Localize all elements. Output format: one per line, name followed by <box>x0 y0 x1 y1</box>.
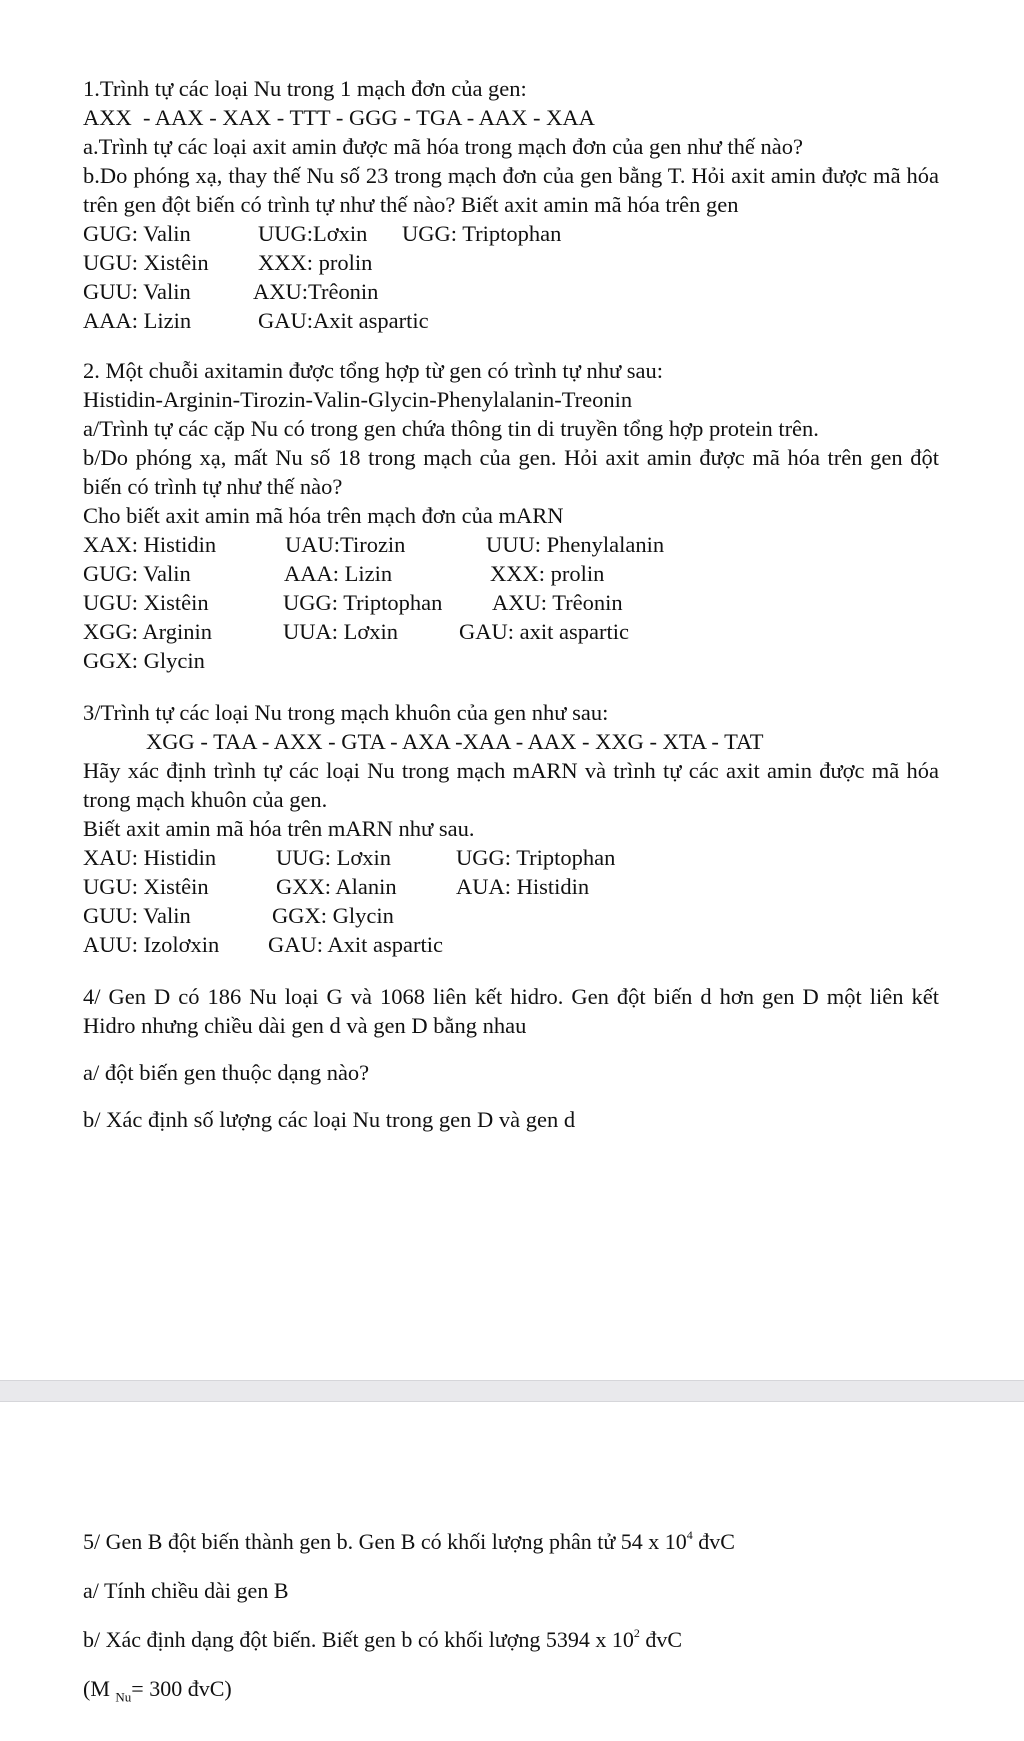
q5-part-b: b/ Xác định dạng đột biến. Biết gen b có khối lượng 5394 x $10^2$ đvC <box>83 1625 683 1652</box>
codon-entry: GUU: Valin <box>83 903 191 928</box>
exercise-sheet <box>83 74 939 1134</box>
q3-task: Hãy xác định trình tự các loại Nu trong mạch mARN và trình tự các axit amin được mã hóa trong mạch khuôn của gen. <box>83 758 939 812</box>
codon-entry: UGU: Xistêin <box>83 590 209 615</box>
q2-codon-row <box>83 646 939 675</box>
q2-part-a: a/Trình tự các cặp Nu có trong gen chứa thông tin di truyền tổng hợp protein trên. <box>83 416 819 441</box>
q1-codon-row <box>83 277 939 306</box>
codon-entry: AAA: Lizin <box>284 561 393 586</box>
codon-entry: AAA: Lizin <box>83 308 192 333</box>
q2-title: 2. Một chuỗi axitamin được tổng hợp từ gen có trình tự như sau: <box>83 358 664 383</box>
q1-codon-row <box>83 306 939 335</box>
q2-codon-row <box>83 588 939 617</box>
q1-part-b: b.Do phóng xạ, thay thế Nu số 23 trong mạch đơn của gen bằng T. Hỏi axit amin được mã hóa trên gen đột biến có trình tự như thế nào? Biết axit amin mã hóa trên gen <box>83 163 939 217</box>
codon-entry: UUU: Phenylalanin <box>486 532 665 557</box>
codon-entry: XAU: Histidin <box>83 845 217 870</box>
page-separator <box>0 1380 1024 1402</box>
question-2 <box>83 356 939 675</box>
codon-entry: GXX: Alanin <box>276 874 397 899</box>
codon-entry: AUA: Histidin <box>456 874 590 899</box>
codon-entry: UUG: Lơxin <box>276 845 392 870</box>
codon-entry: GGX: Glycin <box>83 648 205 673</box>
codon-entry: UGG: Triptophan <box>283 590 443 615</box>
codon-entry: XXX: prolin <box>258 250 373 275</box>
codon-entry: AXU:Trêonin <box>253 279 379 304</box>
question-1 <box>83 74 939 335</box>
q3-codon-row <box>83 901 939 930</box>
codon-entry: GAU: Axit aspartic <box>268 932 443 957</box>
q4-part-b: b/ Xác định số lượng các loại Nu trong gen D và gen d <box>83 1107 576 1132</box>
q4-title: 4/ Gen D có 186 Nu loại G và 1068 liên kết hidro. Gen đột biến d hơn gen D một liên kết Hidro nhưng chiều dài gen d và gen D bằng nhau <box>83 984 939 1038</box>
q3-note: Biết axit amin mã hóa trên mARN như sau. <box>83 816 475 841</box>
q3-codon-row <box>83 872 939 901</box>
q4-part-a: a/ đột biến gen thuộc dạng nào? <box>83 1060 370 1085</box>
q3-codon-row <box>83 843 939 872</box>
codon-entry: UGG: Triptophan <box>402 221 562 246</box>
q3-sequence: XGG - TAA - AXX - GTA - AXA -XAA - AAX - XXG - XTA - TAT <box>146 729 764 754</box>
codon-entry: AXU: Trêonin <box>492 590 623 615</box>
q3-codon-row <box>83 930 939 959</box>
codon-entry: XXX: prolin <box>490 561 605 586</box>
q2-codon-row <box>83 617 939 646</box>
q5-part-a: a/ Tính chiều dài gen B <box>83 1578 289 1603</box>
codon-entry: UGU: Xistêin <box>83 250 209 275</box>
codon-entry: GUG: Valin <box>83 561 191 586</box>
q1-sequence: AXX - AAX - XAX - TTT - GGG - TGA - AAX - XAA <box>83 105 595 130</box>
codon-entry: UUG:Lơxin <box>258 221 368 246</box>
q5-title: 5/ Gen B đột biến thành gen b. Gen B có khối lượng phân tử 54 x $10^4$ đvC <box>83 1527 735 1554</box>
q5-molar-mass: (M $_{Nu}$= 300 đvC) <box>83 1676 232 1705</box>
codon-entry: GUU: Valin <box>83 279 191 304</box>
question-4 <box>83 982 939 1134</box>
codon-entry: GAU:Axit aspartic <box>258 308 429 333</box>
codon-entry: UUA: Lơxin <box>283 619 399 644</box>
codon-entry: XGG: Arginin <box>83 619 212 644</box>
q1-title: 1.Trình tự các loại Nu trong 1 mạch đơn của gen: <box>83 76 527 101</box>
codon-entry: XAX: Histidin <box>83 532 217 557</box>
q2-codon-row <box>83 530 939 559</box>
codon-entry: GAU: axit aspartic <box>459 619 629 644</box>
q2-note: Cho biết axit amin mã hóa trên mạch đơn của mARN <box>83 503 564 528</box>
codon-entry: GGX: Glycin <box>272 903 394 928</box>
q2-chain: Histidin-Arginin-Tirozin-Valin-Glycin-Phenylalanin-Treonin <box>83 387 633 412</box>
codon-entry: AUU: Izolơxin <box>83 932 220 957</box>
q1-part-a: a.Trình tự các loại axit amin được mã hóa trong mạch đơn của gen như thế nào? <box>83 134 803 159</box>
codon-entry: GUG: Valin <box>83 221 191 246</box>
q2-codon-row <box>83 559 939 588</box>
codon-entry: UAU:Tirozin <box>285 532 406 557</box>
q3-title: 3/Trình tự các loại Nu trong mạch khuôn của gen như sau: <box>83 700 609 725</box>
q2-part-b: b/Do phóng xạ, mất Nu số 18 trong mạch của gen. Hỏi axit amin được mã hóa trên gen đột biến có trình tự như thế nào? <box>83 445 939 499</box>
q1-codon-row <box>83 248 939 277</box>
codon-entry: UGG: Triptophan <box>456 845 616 870</box>
question-5 <box>83 1529 939 1725</box>
q1-codon-row <box>83 219 939 248</box>
codon-entry: UGU: Xistêin <box>83 874 209 899</box>
question-3 <box>83 698 939 959</box>
